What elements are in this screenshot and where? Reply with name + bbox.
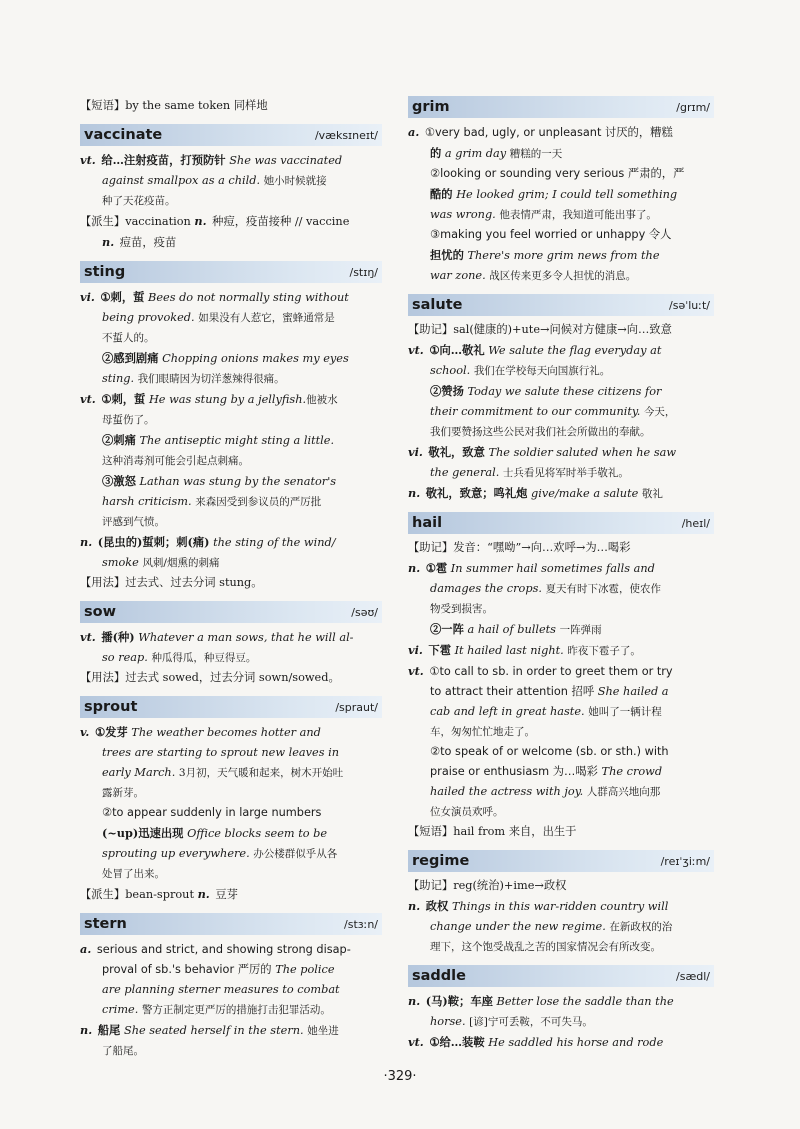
page-number: ·329·	[383, 1069, 417, 1084]
example: trees are starting to sprout new leaves in	[102, 746, 340, 759]
pos-label: vt.	[80, 630, 96, 644]
entry-stern	[80, 913, 382, 1061]
translation: 我们要赞扬这些公民对我们社会所做出的奉献。	[430, 426, 651, 438]
left-column	[80, 96, 382, 1061]
definition: 豆芽	[215, 888, 238, 901]
example: Today we salute these citizens for	[467, 385, 662, 398]
example: a grim day	[444, 147, 507, 160]
translation: 车，匆匆忙忙地走了。	[430, 726, 535, 738]
translation: 母蜇伤了。	[102, 414, 155, 426]
example: The weather becomes hotter and	[131, 726, 321, 739]
example: harsh criticism.	[102, 495, 192, 508]
example: The soldier saluted when he saw	[488, 446, 677, 459]
definition: ①刺，蜇	[101, 392, 146, 406]
pos-label: vt.	[408, 664, 424, 678]
headword: sow	[84, 604, 116, 620]
definition: ①给…装鞍	[429, 1035, 485, 1049]
pos-label: n.	[408, 486, 421, 500]
definition: ①发芽	[94, 725, 128, 739]
definition: ②to appear suddenly in large numbers	[102, 806, 322, 819]
definition: praise or enthusiasm 为…喝彩	[430, 765, 598, 778]
example: Chopping onions makes my eyes	[162, 352, 349, 365]
example: Whatever a man sows, that he will al-	[138, 631, 354, 644]
entry-saddle	[408, 965, 714, 1053]
entry-header	[408, 294, 714, 316]
translation: 她叫了一辆计程	[588, 706, 662, 718]
phonetic: /reɪˈʒiːm/	[660, 854, 710, 868]
example: crime.	[102, 1003, 139, 1016]
example: Bees do not normally sting without	[148, 291, 349, 304]
phonetic: /grɪm/	[676, 100, 710, 114]
entry-header	[80, 601, 382, 623]
example: change under the new regime.	[430, 920, 606, 933]
entry-sprout	[80, 696, 382, 905]
right-column	[408, 96, 714, 1053]
mnemonic-note: 【助记】sal(健康的)+ute→问候对方健康→向…致意	[408, 323, 672, 336]
definition: ②to speak of or welcome (sb. or sth.) with	[430, 745, 669, 758]
translation: 今天，	[643, 406, 676, 418]
entry-hail	[408, 512, 714, 842]
translation: 敬礼	[641, 488, 663, 500]
pos-label: n.	[408, 899, 421, 913]
translation: 种了天花疫苗。	[102, 195, 176, 207]
mnemonic-note: 【助记】reg(统治)+ime→政权	[408, 879, 567, 892]
translation: 如果没有人惹它，蜜蜂通常是	[198, 312, 335, 324]
translation: 在新政权的治	[609, 921, 673, 933]
translation: 评感到气愤。	[102, 516, 165, 528]
definition: ②looking or sounding very serious 严肃的，严	[430, 167, 685, 180]
derivation-label: 【派生】bean-sprout	[80, 888, 194, 901]
phonetic: /heɪl/	[681, 516, 710, 530]
translation: 士兵看见将军时举手敬礼。	[502, 467, 629, 479]
definition: 下雹	[428, 643, 451, 657]
translation: 战区传来更多令人担忧的消息。	[489, 270, 637, 282]
phrase-by-the-same-token: 【短语】by the same token 同样地	[80, 99, 268, 112]
headword: salute	[412, 297, 463, 313]
translation: 一阵弹雨	[559, 624, 602, 636]
entry-header	[80, 913, 382, 935]
translation: 我们在学校每天向国旗行礼。	[473, 365, 611, 377]
pos-label: a.	[408, 125, 420, 139]
translation: 办公楼群似乎从各	[253, 848, 338, 860]
translation: [谚]宁可丢鞍，不可失马。	[469, 1016, 593, 1028]
definition: ②感到剧痛	[102, 351, 159, 365]
example: early March.	[102, 766, 176, 779]
example: The antiseptic might sting a little.	[139, 434, 335, 447]
pos-label: vi.	[80, 290, 95, 304]
definition: ②一阵	[430, 622, 464, 636]
phonetic: /spraut/	[335, 700, 378, 714]
translation: 她小时候就接	[263, 175, 327, 187]
translation: 3月初，天气暖和起来，树木开始吐	[178, 767, 344, 779]
definition: 种痘，疫苗接种 // vaccine	[212, 215, 350, 228]
example: against smallpox as a child.	[102, 174, 261, 187]
translation: 他表情严肃，我知道可能出事了。	[499, 209, 657, 221]
translation: 夏天有时下冰雹，使农作	[545, 583, 662, 595]
definition: (马)鞍；车座	[425, 994, 493, 1008]
example: sprouting up everywhere.	[102, 847, 250, 860]
entry-header	[408, 850, 714, 872]
pos-label: v.	[80, 725, 90, 739]
example: being provoked.	[102, 311, 195, 324]
definition: 的	[430, 146, 442, 160]
example: Office blocks seem to be	[187, 827, 328, 840]
phonetic: /væksɪneɪt/	[314, 128, 378, 142]
example: smoke	[102, 556, 139, 569]
definition: ③激怒	[102, 474, 136, 488]
translation: 这种消毒剂可能会引起点刺痛。	[102, 455, 249, 467]
definition: proval of sb.'s behavior 严厉的	[102, 963, 272, 976]
translation: 理下，这个饱受战乱之苦的国家情况会有所改变。	[430, 941, 661, 953]
headword: hail	[412, 515, 443, 531]
definition: ②赞扬	[430, 384, 464, 398]
definition: 船尾	[97, 1023, 121, 1037]
headword: sprout	[84, 699, 138, 715]
headword: grim	[412, 99, 450, 115]
example: cab and left in great haste.	[430, 705, 585, 718]
pos-label: n.	[80, 1023, 93, 1037]
translation: 昨夜下雹子了。	[567, 645, 641, 657]
example: Things in this war-ridden country will	[451, 900, 669, 913]
example: damages the crops.	[430, 582, 542, 595]
entry-regime	[408, 850, 714, 957]
definition: ③making you feel worried or unhappy 令人	[430, 228, 672, 241]
definition: ①very bad, ugly, or unpleasant 讨厌的，糟糕	[424, 126, 673, 139]
example: hailed the actress with joy.	[430, 785, 584, 798]
translation: 露新芽。	[102, 787, 144, 799]
definition: 敬礼，致意；鸣礼炮	[425, 486, 528, 500]
example: He looked grim; I could tell something	[456, 188, 678, 201]
pos-label: n.	[194, 214, 207, 228]
headword: stern	[84, 916, 127, 932]
translation: 种瓜得瓜，种豆得豆。	[151, 652, 257, 664]
phonetic: /səˈluːt/	[669, 298, 710, 312]
example: She seated herself in the stern.	[123, 1024, 304, 1037]
example: the general.	[430, 466, 500, 479]
translation: 风刺/烟熏的刺痛	[142, 557, 220, 569]
example: Better lose the saddle than the	[496, 995, 674, 1008]
headword: vaccinate	[84, 127, 163, 143]
pos-label: n.	[408, 994, 421, 1008]
phrase-note: 【短语】hail from 来自，出生于	[408, 825, 577, 838]
phonetic: /sædl/	[676, 969, 710, 983]
entry-header	[408, 965, 714, 987]
pos-label: vi.	[408, 643, 423, 657]
pos-label: a.	[80, 942, 92, 956]
pos-label: vi.	[408, 445, 423, 459]
example: In summer hail sometimes falls and	[450, 562, 655, 575]
entry-sow	[80, 601, 382, 688]
translation: 糟糕的一天	[509, 148, 563, 160]
example: horse.	[430, 1015, 466, 1028]
derivation-label: 【派生】vaccination	[80, 215, 191, 228]
definition: serious and strict, and showing strong disap-	[96, 943, 351, 956]
translation: 位女演员欢呼。	[430, 806, 504, 818]
example: We salute the flag everyday at	[488, 344, 662, 357]
definition: ②刺痛	[102, 433, 136, 447]
example: Lathan was stung by the senator's	[139, 475, 337, 488]
translation: 不蜇人的。	[102, 332, 155, 344]
usage-note: 【用法】过去式 sowed，过去分词 sown/sowed。	[80, 671, 340, 684]
usage-note: 【用法】过去式、过去分词 stung。	[80, 576, 263, 589]
example: There's more grim news from the	[467, 249, 660, 262]
translation: 他被水	[306, 394, 338, 406]
example: the sting of the wind/	[213, 536, 336, 549]
pos-label: n.	[408, 561, 421, 575]
example: sting.	[102, 372, 135, 385]
pos-label: n.	[102, 235, 115, 249]
translation: 处冒了出来。	[102, 868, 165, 880]
translation: 我们眼睛因为切洋葱辣得很痛。	[137, 373, 285, 385]
definition: 给…注射疫苗，打预防针	[101, 153, 226, 167]
translation: 警方正制定更严厉的措施打击犯罪活动。	[141, 1004, 331, 1016]
entry-grim	[408, 96, 714, 286]
mnemonic-note: 【助记】发音：“嘿呦”→向…欢呼→为…喝彩	[408, 541, 631, 554]
example: so reap.	[102, 651, 148, 664]
definition: 痘苗，疫苗	[119, 236, 177, 249]
phonetic: /səʊ/	[351, 605, 378, 619]
entry-header	[80, 261, 382, 283]
translation: 物受到损害。	[430, 603, 493, 615]
entry-header	[80, 124, 382, 146]
definition: to attract their attention 招呼	[430, 685, 595, 698]
example: The police	[275, 963, 335, 976]
entry-sting	[80, 261, 382, 593]
phonetic: /stɜːn/	[344, 917, 378, 931]
example: She was vaccinated	[229, 154, 343, 167]
pos-label: vt.	[80, 153, 96, 167]
example: war zone.	[430, 269, 486, 282]
example: She hailed a	[597, 685, 669, 698]
headword: regime	[412, 853, 470, 869]
example: He was stung by a jellyfish.	[148, 393, 307, 406]
phonetic: /stɪŋ/	[349, 265, 378, 279]
example: school.	[430, 364, 471, 377]
definition: 播(种)	[101, 630, 135, 644]
example: are planning sterner measures to combat	[102, 983, 340, 996]
example: give/make a salute	[531, 487, 639, 500]
definition: ①刺，蜇	[100, 290, 145, 304]
definition: 敬礼，致意	[428, 445, 485, 459]
definition: ①to call to sb. in order to greet them or try	[429, 665, 673, 678]
pos-label: n.	[197, 887, 210, 901]
example: The crowd	[601, 765, 663, 778]
example: a hail of bullets	[467, 623, 556, 636]
definition: (昆虫的)蜇刺；刺(痛)	[97, 535, 210, 549]
pos-label: n.	[80, 535, 93, 549]
pos-label: vt.	[408, 1035, 424, 1049]
example: He saddled his horse and rode	[488, 1036, 664, 1049]
pos-label: vt.	[408, 343, 424, 357]
translation: 了船尾。	[102, 1045, 144, 1057]
entry-header	[408, 512, 714, 534]
definition: ①向…敬礼	[429, 343, 485, 357]
entry-salute	[408, 294, 714, 504]
definition: 政权	[425, 899, 449, 913]
headword: sting	[84, 264, 126, 280]
example: It hailed last night.	[454, 644, 564, 657]
entry-header	[80, 696, 382, 718]
definition: 担忧的	[430, 248, 464, 262]
entry-header	[408, 96, 714, 118]
pos-label: vt.	[80, 392, 96, 406]
entry-vaccinate	[80, 124, 382, 253]
definition: (~up)迅速出现	[102, 826, 184, 840]
example: was wrong.	[430, 208, 496, 221]
definition: 酷的	[430, 187, 453, 201]
definition: ①雹	[425, 561, 448, 575]
translation: 来森因受到参议员的严厉批	[195, 496, 322, 508]
translation: 她坐进	[307, 1025, 339, 1037]
example: their commitment to our community.	[430, 405, 641, 418]
headword: saddle	[412, 968, 466, 984]
translation: 人群高兴地向那	[586, 786, 661, 798]
